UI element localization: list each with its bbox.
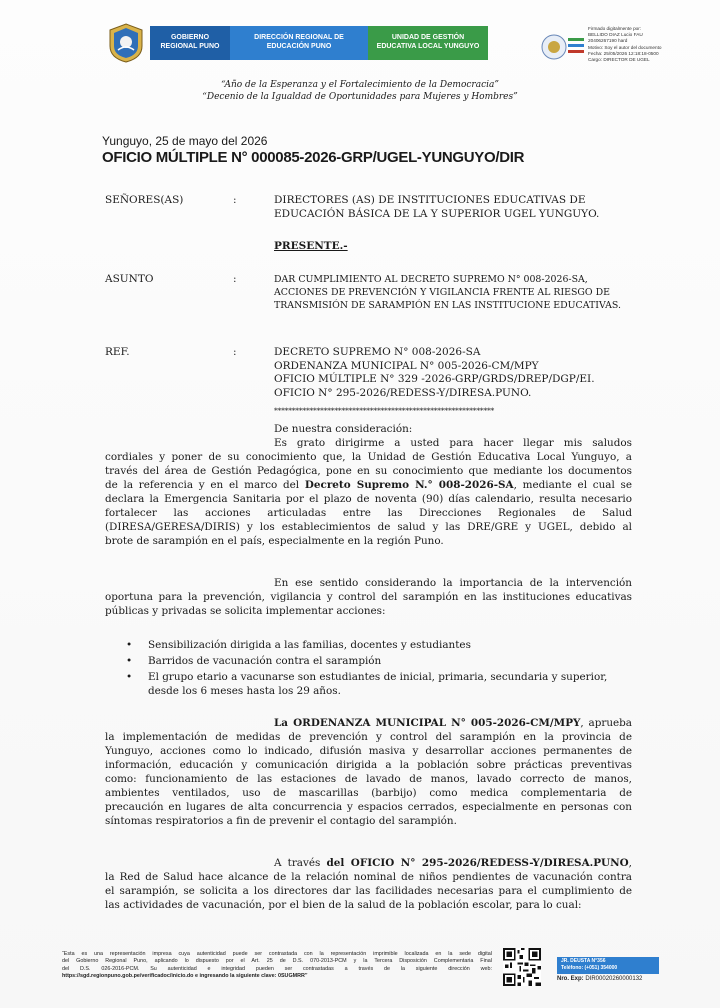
expedient-value: DIR00020260000132 — [585, 976, 643, 982]
oficio-redess-bold: del OFICIO N° 295-2026/REDESS-Y/DIRESA.PUNO — [326, 857, 629, 869]
separator-stars: ************************************************************** — [274, 406, 495, 415]
text-run: , mediante el cual se — [513, 479, 632, 491]
list-item — [122, 670, 607, 684]
asunto-value — [274, 273, 621, 312]
header-ugel-tab — [368, 26, 488, 60]
paragraph-line: través del área de Gestión Pedagógica, pone en su conocimiento que mediante los documentos — [105, 465, 632, 477]
footer-line: “Esta es una representación impresa cuya autenticidad puede ser contrastada con la representación imprimible localizada en la sede digital — [62, 951, 492, 957]
ref-line: OFICIO N° 295-2026/REDESS-Y/DIRESA.PUNO. — [274, 386, 532, 399]
paragraph-line: oportuna para la prevención, vigilancia y control del sarampión en las instituciones educativas — [105, 591, 632, 603]
footer-line: del D.S. 026-2016-PCM. Su autenticidad e integridad pueden ser contrastadas a través de la siguiente dirección web: — [62, 965, 492, 972]
address-text: JR. DEUSTA N°356 — [561, 958, 606, 964]
paragraph-line-mixed — [274, 856, 632, 870]
list-item-text: El grupo etario a vacunarse son estudiantes de inicial, primaria, secundaria y superior, — [148, 671, 608, 683]
greeting: De nuestra consideración: — [274, 423, 413, 435]
text-run: , aprueba — [580, 717, 633, 729]
header-gobierno-label: GOBIERNO REGIONAL PUNO — [160, 34, 220, 50]
asunto-colon: : — [233, 273, 237, 285]
ref-line: ORDENANZA MUNICIPAL N° 005-2026-CM/MPY — [274, 359, 539, 372]
motto-decade: “Decenio de la Igualdad de Oportunidades para Mujeres y Hombres” — [202, 92, 518, 102]
paragraph-1 — [105, 450, 632, 548]
document-date: Yunguyo, 25 de mayo del 2026 — [102, 134, 268, 148]
paragraph-line: En ese sentido considerando la importancia de la intervención — [274, 577, 632, 589]
recipients-line: EDUCACIÓN BÁSICA DE LA Y SUPERIOR UGEL YUNGUYO. — [274, 207, 600, 220]
paragraph-1-first-line — [274, 436, 632, 450]
paragraph-line-mixed — [105, 478, 632, 492]
list-item-continuation: desde los 6 meses hasta los 29 años. — [148, 685, 341, 697]
ref-line: DECRETO SUPREMO N° 008-2026-SA — [274, 346, 481, 358]
paragraph-line: declara la Emergencia Sanitaria por el plazo de noventa (90) días calendario, resulta necesario — [105, 493, 632, 505]
actions-list — [122, 638, 607, 698]
paragraph-line: Yunguyo, acciones como lo indicado, difusión masiva y desarrollar acciones permanentes de — [105, 745, 632, 757]
recipients-label: SEÑORES(AS) — [105, 194, 184, 206]
list-item: • Barridos de vacunación contra el sarampión — [122, 654, 607, 668]
paragraph-2 — [105, 590, 632, 618]
ref-label: REF. — [105, 346, 130, 358]
asunto-line: DAR CUMPLIMIENTO AL DECRETO SUPREMO N° 008-2026-SA, — [274, 274, 588, 285]
signature-line: Firmado digitalmente por: — [588, 26, 642, 31]
paragraph-line: síntomas respiratorios a fin de prevenir el contagio del sarampión. — [105, 815, 457, 827]
paragraph-4 — [105, 870, 632, 912]
asunto-line: TRANSMISIÓN DE SARAMPIÓN EN LAS INSTITUCIONE EDUCATIVAS. — [274, 300, 621, 311]
expedient-label: Nro. Exp: — [557, 976, 584, 982]
signature-line: BELLIDO DIAZ Lucio FAU — [588, 32, 643, 38]
ref-line: OFICIO MÚLTIPLE N° 329 -2026-GRP/GRDS/DREP/DGP/EI. — [274, 373, 595, 385]
paragraph-line: la implementación de medidas de prevención y control del sarampión en la provincia de — [105, 731, 632, 743]
paragraph-line: Es grato dirigirme a usted para hacer llegar mis saludos — [274, 437, 632, 449]
paragraph-line: las actividades de vacunación, por el bien de la salud de la población escolar, para lo cual: — [105, 899, 582, 911]
paragraph-line: brote de sarampión en el país, especialmente en la región Puno. — [105, 535, 444, 547]
ordenanza-bold: La ORDENANZA MUNICIPAL N° 005-2026-CM/MPY — [274, 717, 581, 729]
footer-verification-link[interactable]: https://sgd.regionpuno.gob.pe/verificadoc/inicio.do e ingresando la siguiente clave: 0SUGMRR” — [62, 973, 308, 980]
signature-line: Fecha: 25/05/2026 12:18:18-0500 — [588, 50, 659, 56]
recipients-line: DIRECTORES (AS) DE INSTITUCIONES EDUCATIVAS DE — [274, 194, 586, 206]
paragraph-4-first-line — [274, 856, 632, 870]
regional-seal-icon — [106, 22, 146, 64]
paragraph-line: como: funcionamiento de las estaciones de lavado de manos, lavado correcto de manos, — [105, 773, 632, 785]
paragraph-line-mixed — [274, 716, 632, 730]
motto-year: “Año de la Esperanza y el Fortalecimiento de la Democracia” — [221, 80, 499, 90]
digital-signature-logo-icon — [538, 30, 586, 64]
footer-line: del Gobierno Regional Puno, aplicando lo dispuesto por el Art. 25 de D.S. 070-2013-PCM y la Tercera Disposición Complementaria Final — [62, 958, 492, 965]
signature-line: Cargo: DIRECTOR DE UGEL — [588, 57, 650, 63]
paragraph-line: públicas y privadas se solicita implementar acciones: — [105, 605, 386, 617]
header-direccion-label: DIRECCIÓN REGIONAL DE EDUCACIÓN PUNO — [254, 34, 344, 50]
paragraph-line: precaución en lugares de alta concurrencia y espacios cerrados, especialmente en personas con — [105, 801, 632, 813]
paragraph-3-first-line — [274, 716, 632, 730]
paragraph-line: el sarampión, se solicita a los directores dar las facilidades necesarias para el cumplimiento de — [105, 885, 632, 897]
digital-signature-box — [588, 26, 698, 63]
asunto-line: ACCIONES DE PREVENCIÓN Y VIGILANCIA FRENTE AL RIESGO DE — [274, 287, 610, 298]
qr-code-icon — [503, 948, 541, 986]
document-title: OFICIO MÚLTIPLE N° 000085-2026-GRP/UGEL-YUNGUYO/DIR — [102, 149, 525, 166]
signature-line: Motivo: Soy el autor del documento — [588, 44, 662, 50]
paragraph-line: cordiales y poner de su conocimiento que, la Unidad de Gestión Educativa Local Yunguyo, a — [105, 451, 632, 463]
paragraph-line: ambientes ventilados, uso de mascarillas (barbijo) como medica complementaria de — [105, 787, 632, 799]
decreto-supremo-bold: Decreto Supremo N.° 008-2026-SA — [304, 479, 514, 491]
paragraph-3 — [105, 730, 632, 828]
expedient-number — [557, 976, 642, 982]
list-item: • Sensibilización dirigida a las familias, docentes y estudiantes — [122, 638, 607, 652]
text-run: A través — [274, 857, 327, 869]
header-ugel-label: UNIDAD DE GESTIÓN EDUCATIVA LOCAL YUNGUYO — [376, 34, 480, 50]
paragraph-line: (DIRESA/GERESA/DIRIS) y los establecimientos de salud y las DRE/GRE y UGEL, debido al — [105, 521, 632, 533]
paragraph-line: fortalecer las acciones articuladas entre las Direcciones Regionales de Salud — [105, 507, 632, 519]
paragraph-line: la Red de Salud hace alcance de la relación nominal de niños pendientes de vacunación contra — [105, 871, 632, 883]
text-run: de la referencia y en el marco del — [105, 479, 305, 491]
presente-heading: PRESENTE.- — [274, 240, 348, 252]
authenticity-note — [62, 951, 492, 981]
asunto-label: ASUNTO — [105, 273, 154, 285]
ref-colon: : — [233, 346, 237, 358]
paragraph-line: información, educación y comunicación dirigida a la población sobre prácticas preventivas — [105, 759, 632, 771]
recipients-colon: : — [233, 194, 237, 206]
signature-line: 20406267190 hard — [588, 38, 628, 44]
ref-value — [274, 346, 595, 400]
phone-text: Teléfono: (+051) 354000 — [561, 965, 618, 971]
header-direccion-tab — [230, 26, 368, 60]
header-gobierno-tab — [150, 26, 230, 60]
recipients-value — [274, 194, 599, 221]
paragraph-2-first-line — [274, 576, 632, 590]
text-run: , — [628, 857, 632, 869]
contact-box — [557, 957, 659, 974]
